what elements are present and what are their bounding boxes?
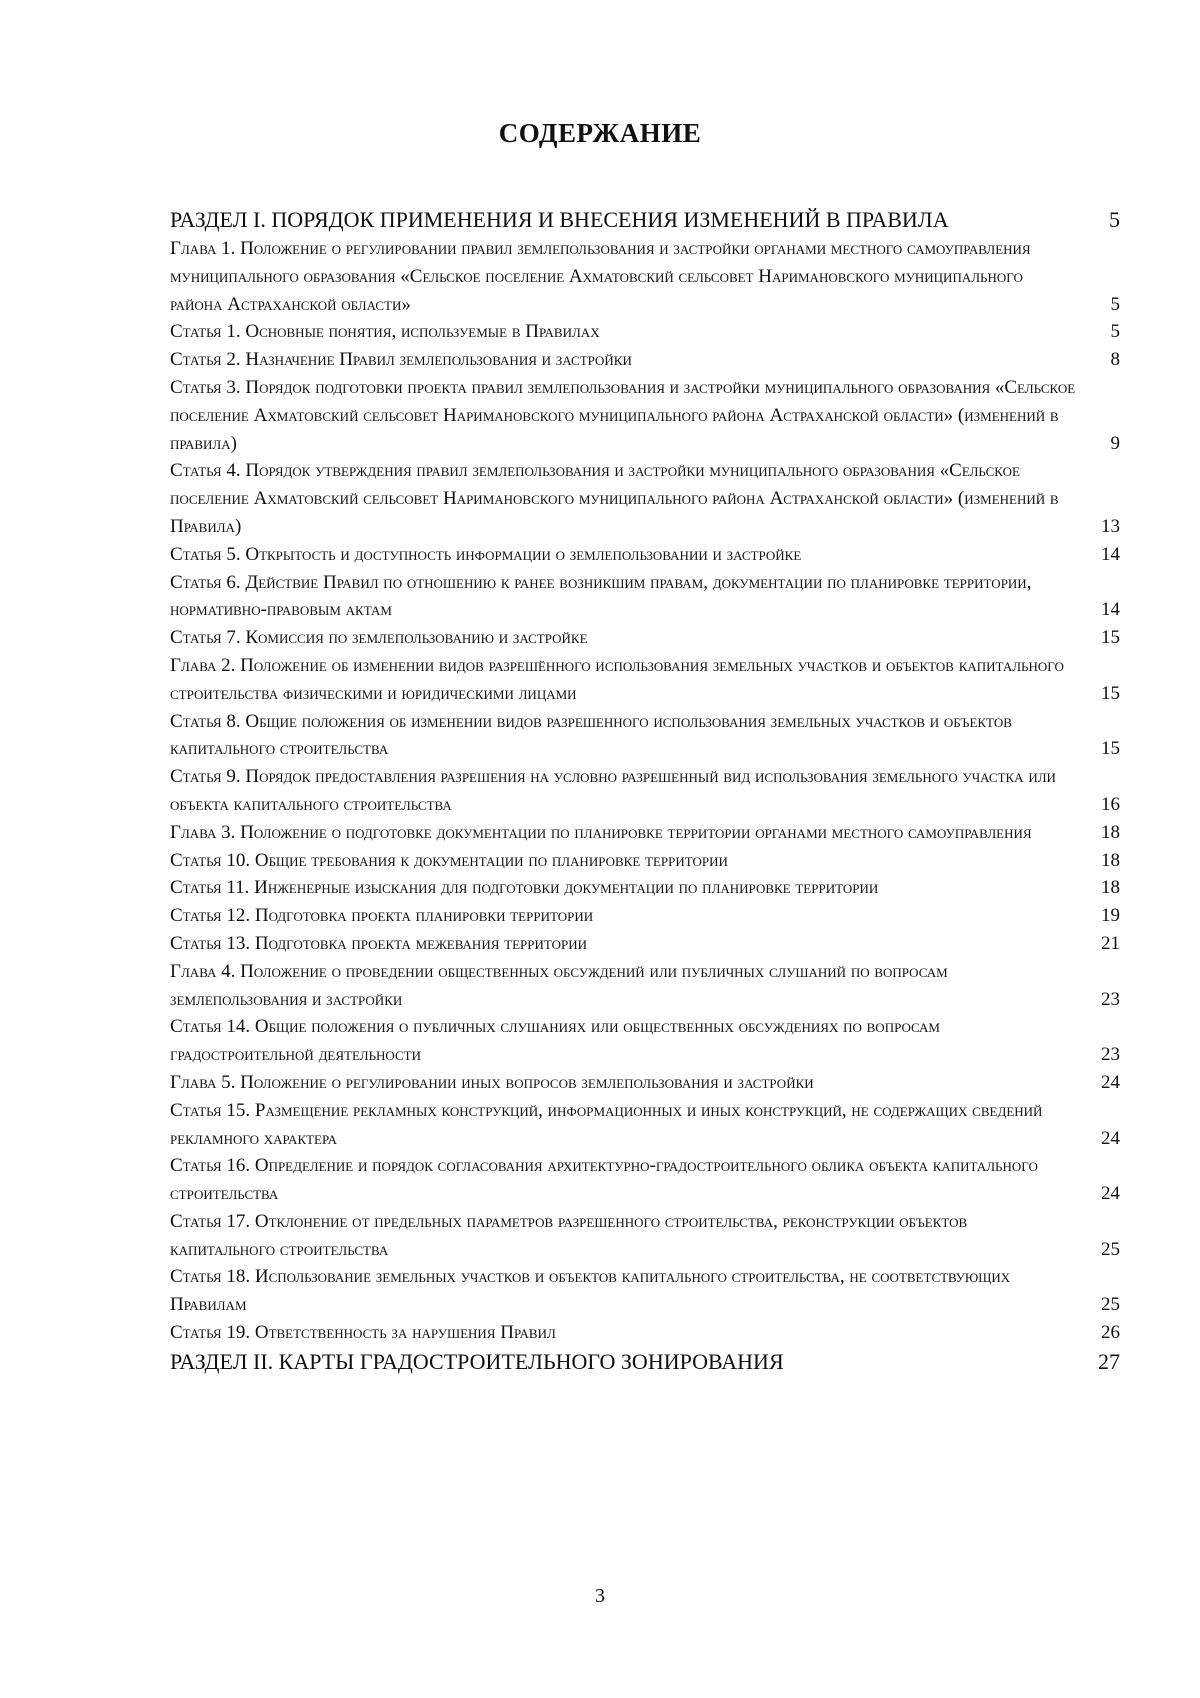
toc-entry-text: Глава 1. Положение о регулировании правил землепользования и застройки органами местного самоуправления муниципального образования «Сельское поселение Ахматовский сельсовет Наримановского муниципального района Астраханской области» xyxy=(170,238,1031,315)
toc-entry-article-5 xyxy=(170,541,1120,569)
toc-entry-chapter-3 xyxy=(170,819,1120,847)
toc-entry-text: Статья 9. Порядок предоставления разрешения на условно разрешенный вид использования земельного участка или объекта капитального строительства xyxy=(170,766,1056,815)
toc-entry-page: 5 xyxy=(1110,293,1120,315)
toc-entry-chapter-1 xyxy=(170,235,1120,318)
toc-entry-text: Статья 2. Назначение Правил землепользования и застройки xyxy=(170,349,632,371)
toc-entry-text: Статья 11. Инженерные изыскания для подготовки документации по планировке территории xyxy=(170,877,879,899)
toc-entry-article-3 xyxy=(170,374,1120,457)
toc-entry-page: 25 xyxy=(1101,1294,1120,1316)
toc-entry-text: Статья 7. Комиссия по землепользованию и застройке xyxy=(170,627,588,649)
toc-entry-page: 8 xyxy=(1110,349,1120,371)
toc-entry-article-4 xyxy=(170,457,1120,540)
toc-entry-text: Статья 3. Порядок подготовки проекта правил землепользования и застройки муниципального образования «Сельское поселение Ахматовский сельсовет Наримановского муниципального района Астраханской области» (изменений в правила) xyxy=(170,376,1076,454)
toc-entry-article-1 xyxy=(170,318,1120,346)
toc-entry-page: 19 xyxy=(1101,905,1120,927)
toc-entry-article-16 xyxy=(170,1152,1120,1208)
toc-entry-page: 5 xyxy=(1109,207,1120,232)
toc-entry-chapter-2 xyxy=(170,652,1120,708)
toc-entry-page: 14 xyxy=(1101,599,1120,621)
toc-entry-article-12 xyxy=(170,902,1120,930)
toc-entry-text: Статья 6. Действие Правил по отношению к ранее возникшим правам, документации по планировке территории, нормативно-правовым актам xyxy=(170,571,1032,621)
toc-entry-text: Глава 2. Положение об изменении видов разрешённого использования земельных участков и объектов капитального строительства физическими и юридическими лицами xyxy=(170,654,1064,704)
toc-entry-text: Статья 5. Открытость и доступность информации о землепользовании и застройке xyxy=(170,543,802,565)
toc-entry-page: 18 xyxy=(1101,849,1120,871)
toc-entry-text: РАЗДЕЛ I. ПОРЯДОК ПРИМЕНЕНИЯ И ВНЕСЕНИЯ ИЗМЕНЕНИЙ В ПРАВИЛА xyxy=(170,207,949,232)
toc-entry-page: 18 xyxy=(1101,877,1120,899)
toc-entry-page: 27 xyxy=(1098,1348,1120,1374)
toc-entry-page: 24 xyxy=(1101,1071,1120,1093)
toc-entry-chapter-5 xyxy=(170,1069,1120,1097)
toc-entry-chapter-4 xyxy=(170,958,1120,1014)
toc-entry-page: 18 xyxy=(1101,821,1120,843)
toc-entry-text: Статья 18. Использование земельных участков и объектов капитального строительства, не соответствующих Правилам xyxy=(170,1266,1011,1316)
toc-entry-text: Статья 19. Ответственность за нарушения Правил xyxy=(170,1322,556,1344)
toc-entry-page: 24 xyxy=(1101,1183,1120,1205)
toc-entry-article-18 xyxy=(170,1263,1120,1319)
toc-entry-page: 5 xyxy=(1110,321,1120,343)
toc-entry-article-17 xyxy=(170,1208,1120,1264)
toc-entry-page: 15 xyxy=(1101,682,1120,704)
toc-entry-page: 21 xyxy=(1101,932,1120,954)
toc-entry-article-19 xyxy=(170,1319,1120,1347)
toc-entry-page: 26 xyxy=(1101,1322,1120,1344)
toc-entry-section-2 xyxy=(170,1347,1120,1377)
toc-entry-text: Статья 4. Порядок утверждения правил землепользования и застройки муниципального образования «Сельское поселение Ахматовский сельсовет Наримановского муниципального района Астраханской области» (изменений в Правила) xyxy=(170,460,1059,537)
toc-entry-article-10 xyxy=(170,847,1120,875)
toc-entry-page: 15 xyxy=(1101,738,1120,760)
toc-entry-text: Глава 5. Положение о регулировании иных вопросов землепользования и застройки xyxy=(170,1071,814,1093)
toc-entry-text: Статья 8. Общие положения об изменении видов разрешенного использования земельных участков и объектов капитального строительства xyxy=(170,710,1012,760)
toc-entry-article-15 xyxy=(170,1097,1120,1153)
toc-entry-page: 24 xyxy=(1101,1127,1120,1149)
page-title: СОДЕРЖАНИЕ xyxy=(498,118,702,148)
toc-entry-page: 14 xyxy=(1101,543,1120,565)
toc-entry-article-9 xyxy=(170,763,1120,819)
toc-entry-page: 23 xyxy=(1101,1044,1120,1066)
toc-entry-text: Статья 17. Отклонение от предельных параметров разрешенного строительства, реконструкции объектов капитального строительства xyxy=(170,1210,968,1260)
toc-entry-page: 25 xyxy=(1101,1238,1120,1260)
toc-entry-text: Статья 1. Основные понятия, используемые в Правилах xyxy=(170,321,600,343)
toc-entry-article-8 xyxy=(170,708,1120,764)
toc-entry-text: Статья 15. Размещение рекламных конструкций, информационных и иных конструкций, не содержащих сведений рекламного характера xyxy=(170,1099,1043,1149)
toc-entry-article-2 xyxy=(170,346,1120,374)
toc-entry-article-6 xyxy=(170,569,1120,625)
toc-entry-page: 13 xyxy=(1101,515,1120,537)
table-of-contents xyxy=(170,205,1120,1377)
toc-entry-text: Статья 13. Подготовка проекта межевания территории xyxy=(170,932,588,954)
toc-entry-page: 23 xyxy=(1101,988,1120,1010)
toc-entry-article-13 xyxy=(170,930,1120,958)
toc-entry-text: Статья 14. Общие положения о публичных слушаниях или общественных обсуждениях по вопросам градостроительной деятельности xyxy=(170,1016,940,1066)
toc-entry-text: Статья 16. Определение и порядок согласования архитектурно-градостроительного облика объекта капитального строительства xyxy=(170,1155,1038,1205)
toc-entry-page: 16 xyxy=(1101,793,1120,815)
toc-entry-article-14 xyxy=(170,1013,1120,1069)
toc-entry-text: Глава 4. Положение о проведении общественных обсуждений или публичных слушаний по вопросам землепользования и застройки xyxy=(170,960,948,1010)
toc-entry-section-1 xyxy=(170,205,1120,235)
toc-entry-article-11 xyxy=(170,874,1120,902)
page-number: 3 xyxy=(595,1585,605,1607)
toc-entry-text: Глава 3. Положение о подготовке документации по планировке территории органами местного самоуправления xyxy=(170,821,1032,843)
toc-entry-text: Статья 10. Общие требования к документации по планировке территории xyxy=(170,849,728,871)
toc-entry-page: 9 xyxy=(1110,432,1120,454)
toc-entry-article-7 xyxy=(170,624,1120,652)
toc-entry-text: Статья 12. Подготовка проекта планировки территории xyxy=(170,905,594,927)
toc-entry-page: 15 xyxy=(1101,627,1120,649)
toc-entry-text: РАЗДЕЛ II. КАРТЫ ГРАДОСТРОИТЕЛЬНОГО ЗОНИРОВАНИЯ xyxy=(170,1348,784,1374)
